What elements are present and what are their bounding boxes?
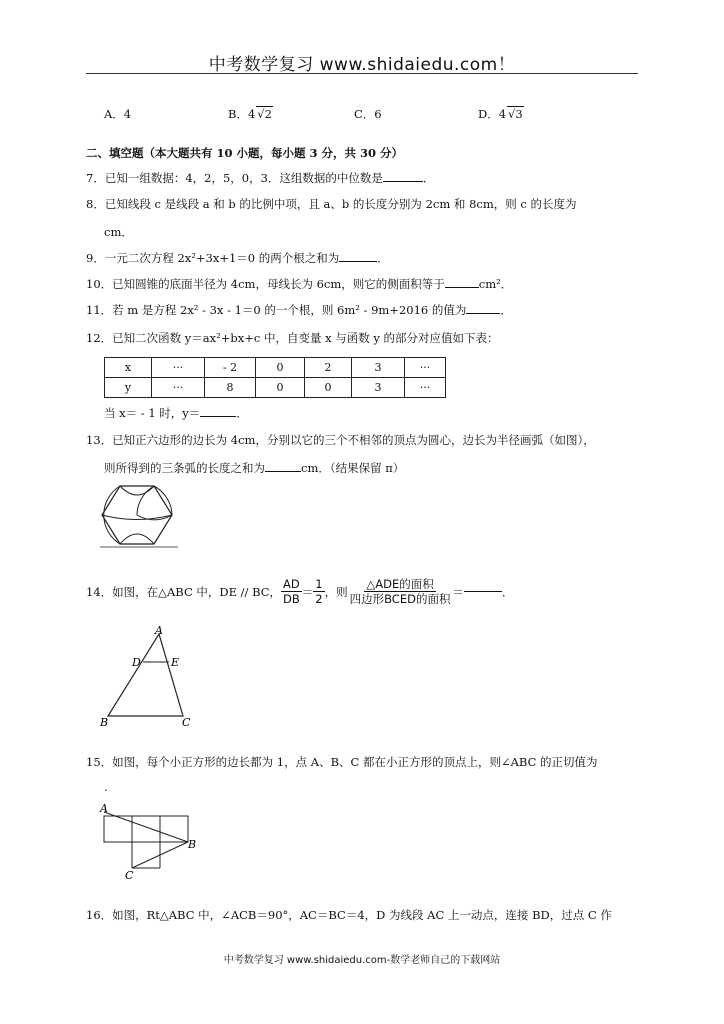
- option-c: C．6: [354, 107, 382, 121]
- frac1-den: DB: [283, 592, 300, 606]
- hexagon-figure: [100, 484, 180, 550]
- question-13-line2: [104, 460, 404, 476]
- triangle-figure: [98, 626, 198, 728]
- frac2-den: 2: [315, 592, 323, 606]
- table-cell: ···: [152, 358, 205, 378]
- fraction-one-half: [313, 577, 324, 606]
- label-c: C: [125, 869, 134, 882]
- grid-figure: [98, 800, 202, 882]
- table-cell: ···: [405, 378, 446, 398]
- page-footer: 中考数学复习 www.shidaiedu.com-数学老师自己的下载网站: [223, 955, 501, 966]
- option-b-prefix: B．4: [228, 107, 256, 121]
- option-d-radical: √3: [508, 107, 523, 121]
- table-cell: ‑ 2: [205, 358, 256, 378]
- table-cell: 3: [352, 378, 405, 398]
- grid-top-row: [104, 816, 188, 842]
- table-cell: 0: [256, 378, 305, 398]
- q9-blank: [339, 261, 377, 262]
- q14-blank: [464, 591, 502, 592]
- q9-text: 9．一元二次方程 2x²+3x+1＝0 的两个根之和为: [86, 251, 340, 265]
- table-cell: 0: [305, 378, 352, 398]
- table-cell: y: [105, 378, 152, 398]
- q11-blank: [466, 313, 500, 314]
- value-table: [104, 357, 446, 398]
- frac3-num: △ADE的面积: [366, 577, 434, 591]
- frac1-num: AD: [283, 577, 300, 591]
- q14-end: ．: [501, 584, 514, 599]
- q14-mid: ，则: [324, 584, 348, 599]
- fraction-area-ratio: [348, 577, 453, 606]
- arc-1: [104, 486, 120, 544]
- label-b: B: [188, 838, 197, 851]
- question-8-line2: cm．: [104, 225, 133, 239]
- table-cell: ···: [152, 378, 205, 398]
- q14-prefix: 14．如图，在△ABC 中，DE // BC，: [86, 584, 282, 599]
- label-a: A: [155, 626, 163, 637]
- table-cell: 2: [305, 358, 352, 378]
- section-title: 二、填空题（本大题共有 10 小题，每小题 3 分，共 30 分）: [86, 146, 404, 160]
- q13-blank: [265, 471, 301, 472]
- option-d-prefix: D．4: [478, 107, 507, 121]
- question-13-line1: 13．已知正六边形的边长为 4cm，分别以它的三个不相邻的顶点为圆心，边长为半径画弧（如图），: [86, 433, 595, 447]
- question-15-line1: 15．如图，每个小正方形的边长都为 1，点 A、B、C 都在小正方形的顶点上，则∠ABC 的正切值为: [86, 755, 598, 769]
- table-cell: ···: [405, 358, 446, 378]
- q11-end: ．: [500, 303, 512, 317]
- option-d: [478, 106, 524, 122]
- header-rule: [86, 73, 638, 74]
- table-cell: 3: [352, 358, 405, 378]
- question-8-line1: 8．已知线段 c 是线段 a 和 b 的比例中项，且 a、b 的长度分别为 2cm 和 8cm，则 c 的长度为: [86, 197, 577, 211]
- question-16: 16．如图，Rt△ABC 中，∠ACB＝90°，AC＝BC＝4，D 为线段 AC 上一动点，连接 BD，过点 C 作: [86, 908, 612, 922]
- label-a: A: [100, 802, 108, 815]
- question-14: [86, 577, 513, 606]
- page-header: 中考数学复习 www.shidaiedu.com！: [208, 55, 516, 75]
- question-12-after: [104, 405, 248, 421]
- option-b-radicand: 2: [264, 107, 272, 121]
- q10-end: cm²．: [478, 277, 513, 291]
- option-a: A．4: [104, 107, 132, 121]
- table-row: [105, 378, 446, 398]
- label-d: D: [132, 656, 141, 669]
- q12-after-text: 当 x＝ ‑ 1 时，y＝: [104, 406, 201, 420]
- table-cell: 0: [256, 358, 305, 378]
- frac2-num: 1: [315, 577, 323, 591]
- q13-text: 则所得到的三条弧的长度之和为: [104, 461, 265, 475]
- q10-text: 10．已知圆锥的底面半径为 4cm，母线长为 6cm，则它的侧面积等于: [86, 277, 445, 291]
- question-12: 12．已知二次函数 y＝ax²+bx+c 中，自变量 x 与函数 y 的部分对应值如下表：: [86, 331, 499, 345]
- frac3-den: 四边形BCED的面积: [349, 592, 451, 606]
- q7-text: 7．已知一组数据：4，2，5，0，3．这组数据的中位数是: [86, 171, 383, 185]
- triangle-abc: [108, 634, 183, 716]
- fraction-ad-db: [281, 577, 302, 606]
- label-b: B: [100, 716, 109, 728]
- q11-text: 11．若 m 是方程 2x² ‑ 3x ‑ 1＝0 的一个根，则 6m² ‑ 9m+2016 的值为: [86, 303, 467, 317]
- q7-end: ．: [422, 171, 435, 185]
- table-cell: 8: [205, 378, 256, 398]
- q12-after-end: ．: [236, 406, 248, 420]
- label-c: C: [182, 716, 191, 728]
- question-9: [86, 250, 389, 266]
- option-d-radicand: 3: [515, 107, 523, 121]
- q14-eq: ＝: [301, 584, 314, 599]
- arc-2: [137, 486, 172, 520]
- table-row: [105, 358, 446, 378]
- q14-eq2: ＝: [452, 584, 464, 599]
- question-7: [86, 170, 434, 186]
- q13-end: cm．（结果保留 π）: [301, 461, 405, 475]
- option-b: [228, 106, 273, 122]
- q9-end: ．: [377, 251, 389, 265]
- q12-blank: [200, 416, 236, 417]
- label-e: E: [171, 656, 180, 669]
- q7-blank: [383, 181, 423, 182]
- question-15-line2: .: [104, 780, 108, 794]
- question-10: [86, 276, 512, 292]
- question-11: [86, 302, 512, 318]
- q10-blank: [445, 287, 479, 288]
- option-b-radical: √2: [257, 107, 272, 121]
- table-cell: x: [105, 358, 152, 378]
